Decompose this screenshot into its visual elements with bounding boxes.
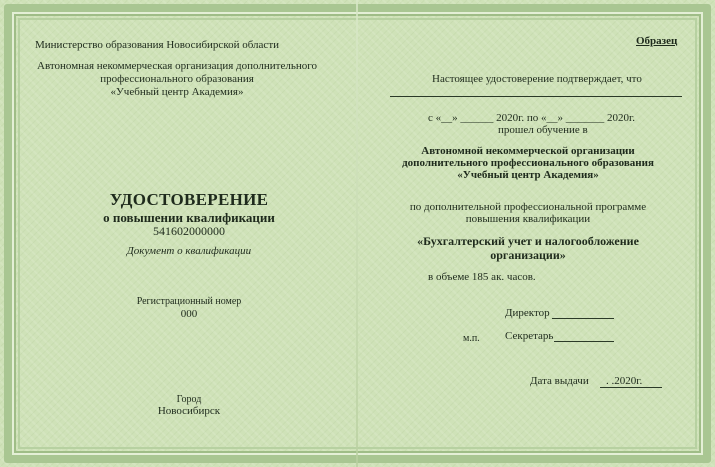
ministry-name: Министерство образования Новосибирской области — [35, 39, 280, 51]
course-volume: в объеме 185 ак. часов. — [428, 271, 536, 283]
city-label: Город — [176, 394, 202, 405]
org-line-3: «Учебный центр Академия» — [110, 86, 244, 98]
director-label: Директор — [505, 307, 550, 319]
passed-training: прошел обучение в — [498, 124, 588, 136]
sample-stamp: Образец — [636, 35, 678, 47]
course-title-line-1: «Бухгалтерский учет и налогообложение — [417, 234, 639, 248]
registration-label: Регистрационный номер — [136, 296, 242, 307]
registration-number: 000 — [180, 308, 198, 320]
org-line-2: профессионального образования — [100, 73, 254, 85]
course-title-line-2: организации» — [490, 248, 566, 262]
right-org-line-3: «Учебный центр Академия» — [457, 169, 599, 181]
issue-date-label: Дата выдачи — [530, 375, 589, 387]
program-line-2: повышения квалификации — [465, 213, 591, 225]
program-line-1: по дополнительной профессиональной программе — [409, 201, 647, 213]
name-line — [390, 96, 682, 97]
confirm-text: Настоящее удостоверение подтверждает, что — [432, 73, 642, 85]
training-dates: с «__» ______ 2020г. по «__» _______ 2020г. — [428, 112, 636, 124]
right-org-line-2: дополнительного профессионального образования — [402, 157, 654, 169]
director-signature-line — [552, 318, 614, 319]
org-line-1: Автономная некоммерческая организация дополнительного — [37, 60, 317, 72]
right-org-line-1: Автономной некоммерческой организации — [421, 145, 635, 157]
stamp-place: м.п. — [463, 333, 480, 344]
certificate-number: 541602000000 — [153, 224, 225, 238]
issue-date-line — [600, 387, 662, 388]
certificate-title: УДОСТОВЕРЕНИЕ — [109, 190, 269, 209]
secretary-signature-line — [554, 341, 614, 342]
document-type: Документ о квалификации — [126, 245, 252, 257]
secretary-label: Секретарь — [505, 330, 554, 342]
city-name: Новосибирск — [157, 405, 221, 417]
issue-date-value: . .2020г. — [606, 375, 643, 387]
certificate-subtitle: о повышении квалификации — [103, 210, 275, 225]
